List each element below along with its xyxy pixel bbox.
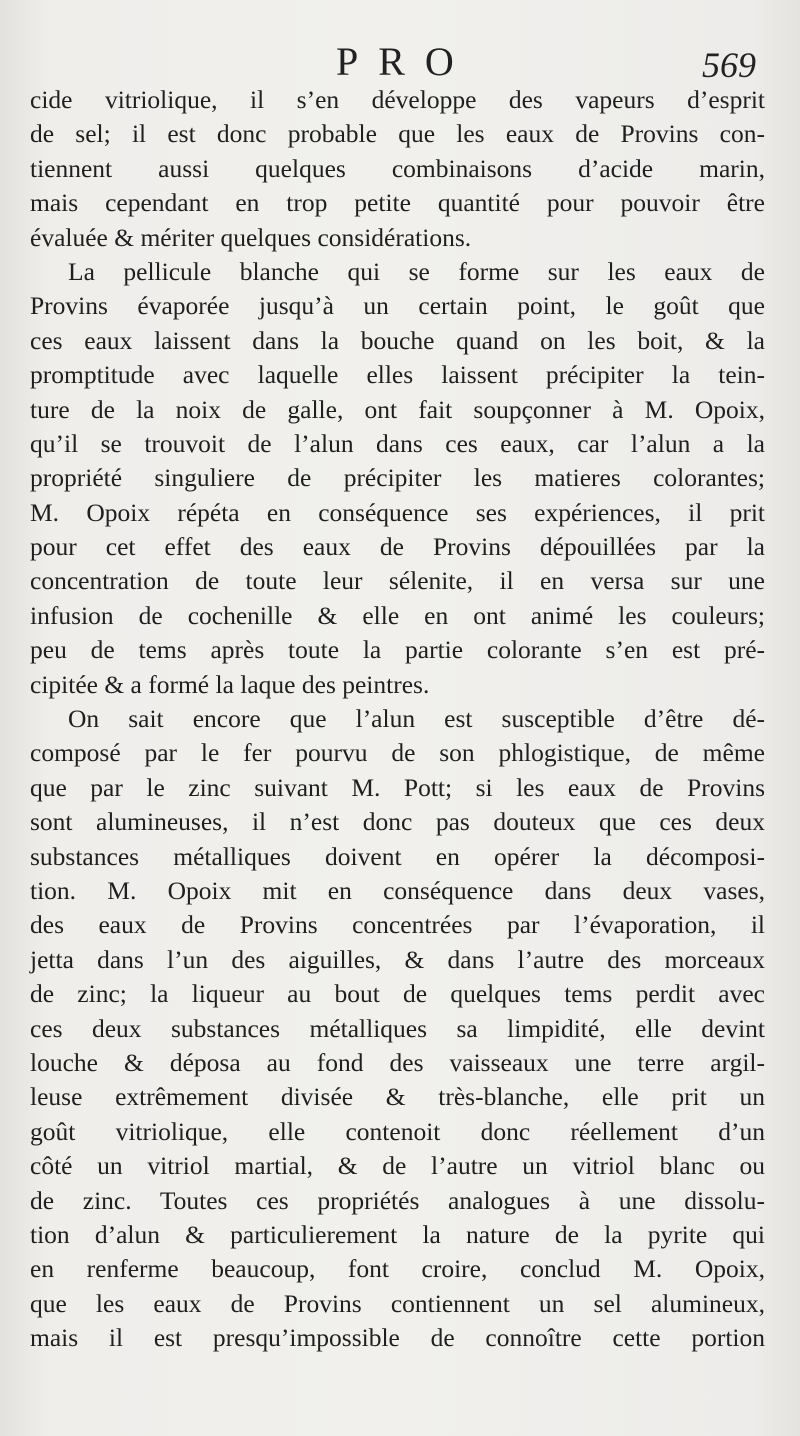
text-line: que par le zinc suivant M. Pott; si les eaux de Provins <box>30 772 765 802</box>
body-text <box>30 83 765 1355</box>
text-line: en renferme beaucoup, font croire, conclud M. Opoix, <box>30 1254 765 1284</box>
text-line: louche & déposa au fond des vaisseaux une terre argil- <box>30 1047 765 1077</box>
text-line: M. Opoix répéta en conséquence ses expériences, il prit <box>30 497 765 527</box>
text-line: substances métalliques doivent en opérer la décomposi- <box>30 841 765 871</box>
text-line: mais cependant en trop petite quantité pour pouvoir être <box>30 188 765 218</box>
text-line: propriété singuliere de précipiter les matieres colorantes; <box>30 463 765 493</box>
text-line: Provins évaporée jusqu’à un certain point, le goût que <box>30 291 765 321</box>
running-head: PRO <box>336 39 474 84</box>
text-line: tion d’alun & particulierement la nature de la pyrite qui <box>30 1219 765 1249</box>
text-line: des eaux de Provins concentrées par l’évaporation, il <box>30 910 765 940</box>
text-line: peu de tems après toute la partie colorante s’en est pré- <box>30 635 765 665</box>
text-line: ces eaux laissent dans la bouche quand on les boit, & la <box>30 325 765 355</box>
text-line: tiennent aussi quelques combinaisons d’acide marin, <box>30 153 765 183</box>
text-line: pour cet effet des eaux de Provins dépouillées par la <box>30 532 765 562</box>
page-number: 569 <box>702 45 756 85</box>
text-line: ture de la noix de galle, ont fait soupçonner à M. Opoix, <box>30 394 765 424</box>
text-line: mais il est presqu’impossible de connoître cette portion <box>30 1323 765 1353</box>
text-line: de zinc. Toutes ces propriétés analogues à une dissolu- <box>30 1185 765 1215</box>
text-line: jetta dans l’un des aiguilles, & dans l’autre des morceaux <box>30 944 765 974</box>
text-line: tion. M. Opoix mit en conséquence dans deux vases, <box>30 875 765 905</box>
text-line: On sait encore que l’alun est susceptible d’être dé- <box>68 704 765 734</box>
text-line: sont alumineuses, il n’est donc pas douteux que ces deux <box>30 807 765 837</box>
text-line: qu’il se trouvoit de l’alun dans ces eaux, car l’alun a la <box>30 428 765 458</box>
text-line: ces deux substances métalliques sa limpidité, elle devint <box>30 1013 765 1043</box>
text-line: infusion de cochenille & elle en ont animé les couleurs; <box>30 600 765 630</box>
text-line: côté un vitriol martial, & de l’autre un vitriol blanc ou <box>30 1151 765 1181</box>
text-line: cipitée & a formé la laque des peintres. <box>30 669 430 699</box>
text-line: cide vitriolique, il s’en développe des vapeurs d’esprit <box>30 85 765 114</box>
page-header <box>0 34 800 84</box>
text-line: que les eaux de Provins contiennent un sel alumineux, <box>30 1288 765 1318</box>
text-line: concentration de toute leur sélenite, il en versa sur une <box>30 566 765 596</box>
text-line: de sel; il est donc probable que les eaux de Provins con- <box>30 119 765 149</box>
text-line: leuse extrêmement divisée & très-blanche, elle prit un <box>30 1082 765 1112</box>
text-line: évaluée & mériter quelques considérations. <box>30 222 472 252</box>
text-line: La pellicule blanche qui se forme sur les eaux de <box>68 256 765 286</box>
text-line: goût vitriolique, elle contenoit donc réellement d’un <box>30 1116 765 1146</box>
text-line: de zinc; la liqueur au bout de quelques tems perdit avec <box>30 979 765 1009</box>
text-line: promptitude avec laquelle elles laissent précipiter la tein- <box>30 360 765 390</box>
text-line: composé par le fer pourvu de son phlogistique, de même <box>30 738 765 768</box>
